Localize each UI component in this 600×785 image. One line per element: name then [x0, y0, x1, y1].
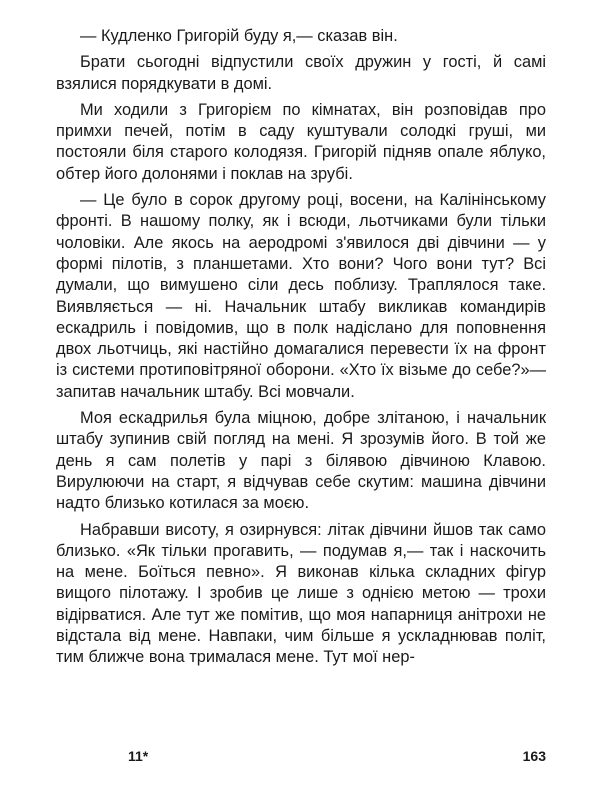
- signature-mark: 11*: [128, 748, 149, 764]
- page-footer: [56, 746, 546, 766]
- book-page: [56, 26, 546, 766]
- paragraph-4: — Це було в сорок другому році, восени, на Калінінському фронті. В нашому полку, як і всюди, льотчиками були тільки чоловіки. Але якось на аеродромі з'явилося дві дівчини — у формі пілотів, з планшетами. Хто вони? Чого вони тут? Всі думали, що вимушено сіли десь поблизу. Траплялося таке. Виявляється — ні. Начальник штабу викликав командирів ескадриль і повідомив, що в полк надіслано для поповнення двох льотчиць, які настійно домагалися перевести їх на фронт із системи протиповітряної оборони. «Хто їх візьме до себе?»— запитав начальник штабу. Всі мовчали.: [56, 191, 546, 401]
- paragraph-2: Брати сьогодні відпустили своїх дружин у гості, й самі взялися порядкувати в домі.: [56, 53, 546, 93]
- paragraph-1: — Кудленко Григорій буду я,— сказав він.: [80, 27, 398, 45]
- paragraph-6: Набравши висоту, я озирнувся: літак дівчини йшов так само близько. «Як тільки прогавить, — подумав я,— так і наскочить на мене. Боїться певно». Я виконав кілька складних фігур вищого пілотажу. І зробив це лише з однією метою — трохи відірватися. Але тут же помітив, що моя напарниця анітрохи не відстала від мене. Навпаки, чим більше я ускладнював політ, тим ближче вона трималася мене. Тут мої нер-: [56, 520, 546, 667]
- page-number: 163: [522, 748, 546, 764]
- paragraph-3: Ми ходили з Григорієм по кімнатах, він розповідав про примхи печей, потім в саду куштували солодкі груші, ми постояли біля старого колодязя. Григорій підняв опале яблуко, обтер його долонями і поклав на зрубі.: [56, 100, 546, 183]
- paragraph-5: Моя ескадрилья була міцною, добре злітаною, і начальник штабу зупинив свій погляд на мені. Я зрозумів його. В той же день я сам полетів у парі з білявою дівчиною Клавою. Вирулюючи на старт, я відчував себе скутим: машина дівчини надто близько котилася за моєю.: [56, 409, 546, 513]
